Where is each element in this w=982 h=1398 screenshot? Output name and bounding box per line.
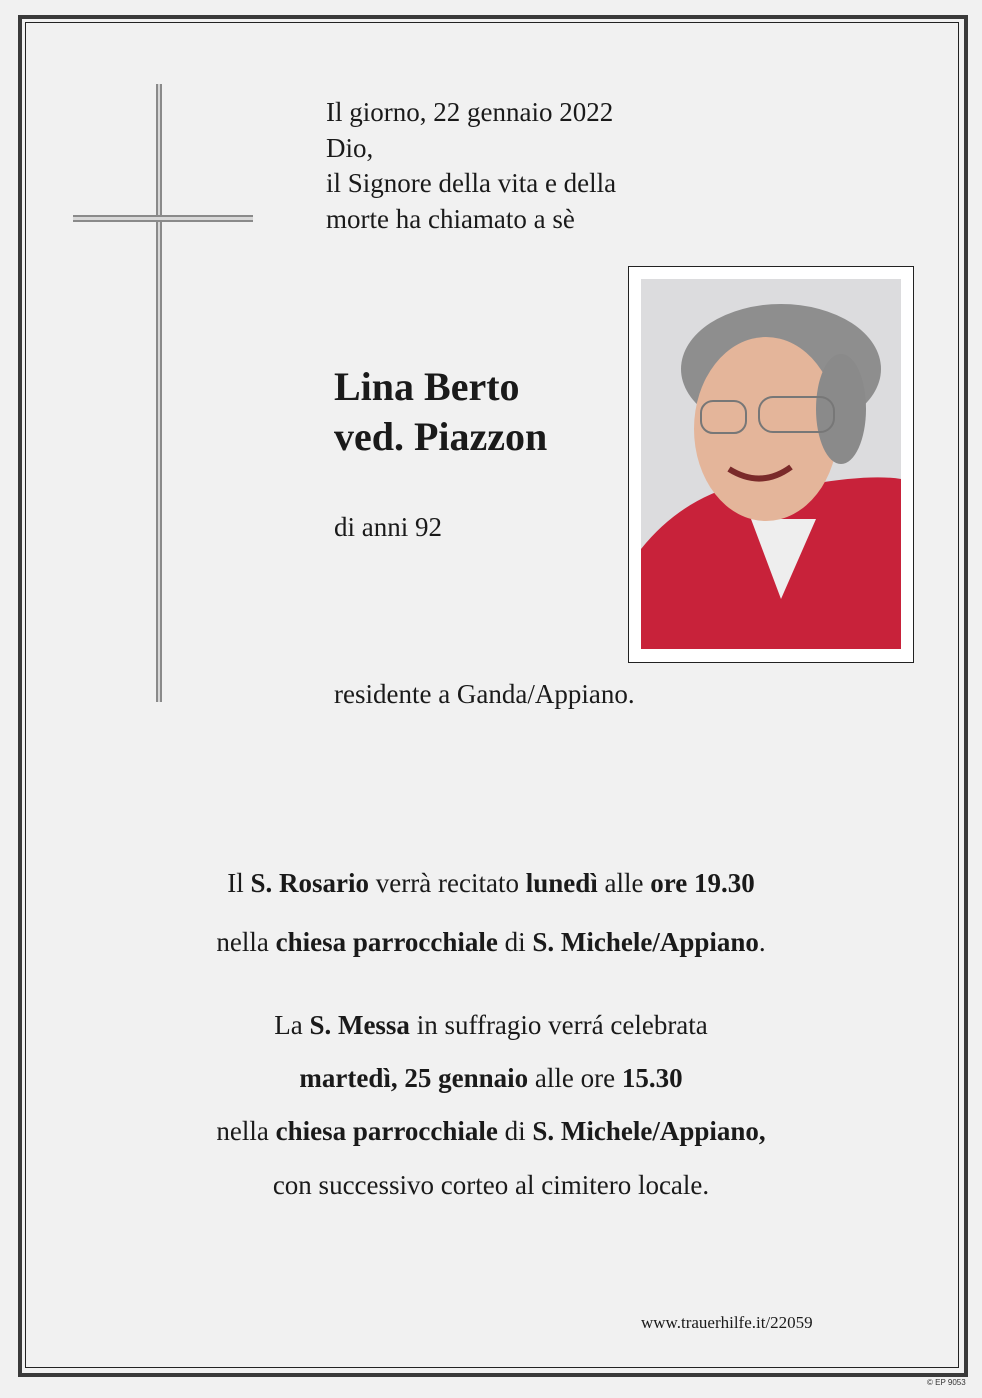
rosario-line-1: Il S. Rosario verrà recitato lunedì alle ore 19.30 (227, 868, 755, 898)
residence-text: residente a Ganda/Appiano. (334, 679, 635, 709)
intro-date: Il giorno, 22 gennaio 2022 (326, 97, 614, 127)
copyright-text: © EP 9053 (927, 1378, 966, 1387)
rosario-line-2: nella chiesa parrocchiale di S. Michele/Appiano. (216, 927, 766, 957)
cross-icon-vertical (156, 84, 162, 702)
messa-line-4: con successivo corteo al cimitero locale. (272, 1170, 710, 1200)
messa-line-1: La S. Messa in suffragio verrá celebrata (274, 1010, 708, 1040)
portrait-photo (641, 279, 901, 649)
footer-url: www.trauerhilfe.it/22059 (641, 1313, 813, 1332)
age-text: di anni 92 (334, 512, 442, 542)
portrait-frame (628, 266, 914, 663)
deceased-name (334, 362, 547, 462)
messa-line-2: martedì, 25 gennaio alle ore 15.30 (299, 1063, 683, 1093)
intro-line: Dio, (326, 132, 374, 163)
intro-line: morte ha chiamato a sè (326, 203, 575, 234)
cross-icon-horizontal (73, 215, 253, 222)
intro-text (326, 95, 616, 237)
intro-line: il Signore della vita e della (326, 168, 617, 198)
name-line: Lina Berto (334, 364, 520, 409)
messa-line-3: nella chiesa parrocchiale di S. Michele/Appiano, (216, 1116, 766, 1146)
name-line: ved. Piazzon (334, 414, 548, 459)
